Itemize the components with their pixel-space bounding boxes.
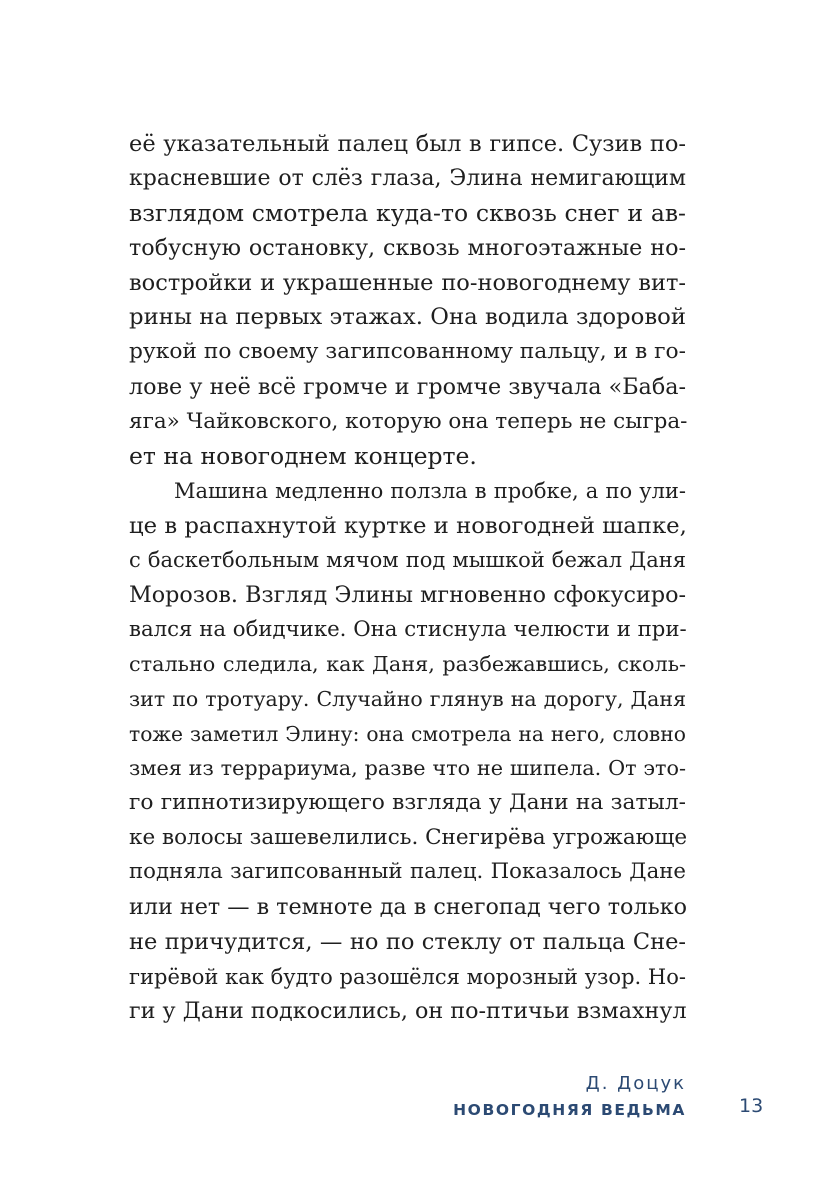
text-line: ет на новогоднем концерте. — [129, 442, 477, 471]
text-line: ке волосы зашевелились. Снегирёва угрожающе — [129, 824, 688, 850]
text-line: го гипнотизирующего взгляда у Дани на затыл- — [129, 790, 686, 816]
text-line: рины на первых этажах. Она водила здоровой — [129, 304, 686, 331]
text-line: стально следила, как Даня, разбежавшись, сколь- — [129, 652, 686, 677]
text-line: ги у Дани подкосились, он по-птичьи взмахнул — [129, 998, 687, 1025]
text-line: Морозов. Взгляд Элины мгновенно сфокусиро- — [129, 581, 686, 608]
text-line: це в распахнутой куртке и новогодней шапке, — [129, 512, 687, 539]
text-line: не причудится, — но по стеклу от пальца Сне- — [129, 928, 686, 955]
body-text — [129, 127, 686, 1029]
text-line: с баскетбольным мячом под мышкой бежал Даня — [129, 548, 686, 573]
text-line: змея из террариума, разве что не шипела. От это- — [129, 756, 686, 781]
text-line: взглядом смотрела куда-то сквозь снег и ав- — [129, 199, 686, 228]
text-line: яга» Чайковского, которую она теперь не сыгра- — [129, 408, 688, 434]
text-line: лове у неё всё громче и громче звучала «Баба- — [129, 373, 686, 400]
text-line: тобусную остановку, сквозь многоэтажные но- — [129, 235, 686, 262]
book-title: НОВОГОДНЯЯ ВЕДЬМА — [453, 1101, 686, 1119]
text-line: зит по тротуару. Случайно глянув на дорогу, Даня — [129, 687, 686, 711]
text-line: гирёвой как будто разошёлся морозный узор. Но- — [129, 964, 686, 989]
paragraph-first-line: Машина медленно ползла в пробке, а по ули- — [174, 478, 686, 503]
text-line: тоже заметил Элину: она смотрела на него, словно — [129, 721, 686, 746]
text-line: востройки и украшенные по-новогоднему вит- — [129, 269, 686, 296]
text-line: вался на обидчике. Она стиснула челюсти и при- — [129, 616, 687, 642]
running-footer — [453, 1071, 686, 1123]
text-line: красневшие от слёз глаза, Элина немигающим — [129, 165, 686, 191]
author-name: Д. Доцук — [585, 1073, 686, 1094]
text-line: рукой по своему загипсованному пальцу, и в го- — [129, 339, 686, 365]
text-line: её указательный палец был в гипсе. Сузив по- — [129, 131, 686, 157]
page-number: 13 — [739, 1095, 764, 1117]
text-line: или нет — в темноте да в снегопад чего только — [129, 894, 687, 921]
text-line: подняла загипсованный палец. Показалось Дане — [129, 859, 686, 885]
